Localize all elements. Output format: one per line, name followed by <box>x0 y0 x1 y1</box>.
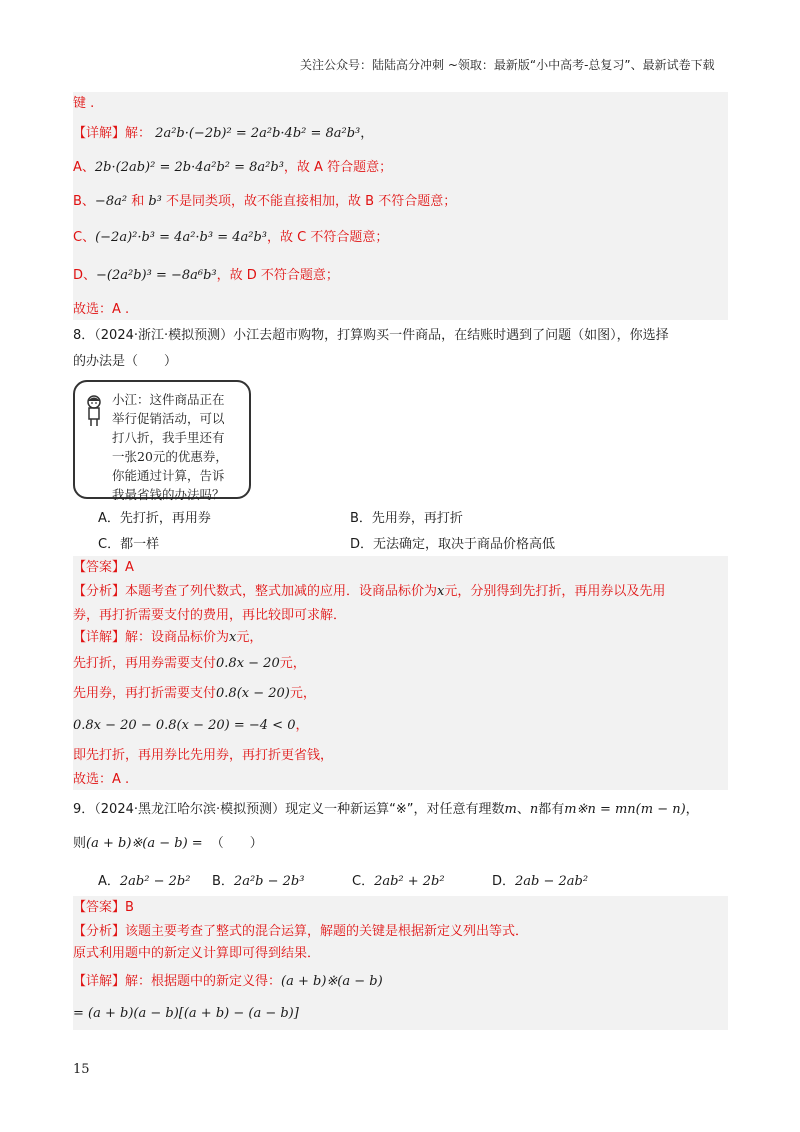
option-math: 2ab − 2ab² <box>515 874 589 889</box>
analysis-text: 【分析】本题考查了列代数式，整式加减的应用．设商品标价为 <box>73 584 438 599</box>
q9-option-d <box>492 870 588 889</box>
q8-analysis-line2: 券，再打折需要支付的费用，再比较即可求解． <box>73 608 347 623</box>
option-label: D、 <box>73 268 97 283</box>
q9-option-c <box>352 870 445 889</box>
detail-text: 先用券，再打折需要支付 <box>73 686 217 701</box>
child-figure-icon <box>83 394 105 428</box>
option-label: C． <box>352 874 375 889</box>
stem-text-3: ， <box>685 802 699 817</box>
option-math-2: b³ <box>148 194 162 209</box>
stem-definition: m※n = mn(m − n) <box>564 802 686 817</box>
page-header: 关注公众号：陆陆高分冲刺 ~领取：最新版“小中高考-总复习”、最新试卷下载 <box>300 58 715 72</box>
q7-option-d <box>73 266 339 286</box>
option-text: ，故 A 符合题意； <box>283 160 393 175</box>
bubble-line: 小江：这件商品正在 <box>112 392 225 407</box>
analysis-text-2: 元，分别得到先打折，再用券以及先用 <box>444 584 666 599</box>
q9-option-b <box>212 870 304 889</box>
option-label: A． <box>98 874 120 889</box>
option-text-2: 不是同类项，故不能直接相加，故 B 不符合题意； <box>161 194 457 209</box>
stem-text-2: （ ） <box>210 836 263 851</box>
option-math: 2ab² + 2b² <box>374 874 445 889</box>
q8-option-b: B．先用券，再打折 <box>350 511 463 526</box>
option-math: −(2a²b)³ = −8a⁶b³ <box>96 268 217 283</box>
option-math: 2ab² − 2b² <box>119 874 191 889</box>
option-math: 2a²b − 2b³ <box>233 874 305 889</box>
stem-var-m: m <box>504 802 517 817</box>
detail-prefix: 解： <box>125 126 152 141</box>
option-math: 2b·(2ab)² = 2b·4a²b² = 8a²b³ <box>94 160 284 175</box>
q9-stem-line1 <box>73 800 699 820</box>
bubble-text <box>112 390 246 504</box>
stem-text-2: 都有 <box>538 802 565 817</box>
stem-text: 9．（2024·黑龙江哈尔滨·模拟预测）现定义一种新运算“※”，对任意有理数 <box>73 802 505 817</box>
q9-stem-line2 <box>73 834 263 854</box>
q8-choose: 故选：A . <box>73 772 130 787</box>
q7-option-b <box>73 192 456 212</box>
q9-analysis-line2: 原式利用题中的新定义计算即可得到结果． <box>73 946 321 961</box>
q9-analysis-line1: 【分析】该题主要考查了整式的混合运算，解题的关键是根据新定义列出等式． <box>73 924 529 939</box>
option-label: A、 <box>73 160 95 175</box>
option-label: D． <box>492 874 516 889</box>
q9-answer: 【答案】B <box>73 900 134 915</box>
detail-math: 0.8(x − 20) <box>216 686 290 701</box>
detail-suffix: ， <box>360 126 374 141</box>
detail-text: 先打折，再用券需要支付 <box>73 656 217 671</box>
bubble-line: 我最省钱的办法吗？ <box>112 487 225 502</box>
option-text: ，故 C 不符合题意； <box>267 230 389 245</box>
page-number: 15 <box>73 1062 90 1077</box>
detail-math: 0.8x − 20 <box>216 656 280 671</box>
q8-analysis-line1 <box>73 582 665 602</box>
q7-line0: 键 . <box>73 96 95 111</box>
detail-text: 解：设商品标价为 <box>125 630 230 645</box>
q8-stem-line2: 的办法是（ ） <box>73 354 178 369</box>
detail-label: 【详解】 <box>73 974 126 989</box>
stem-sep: 、 <box>516 802 530 817</box>
q8-answer: 【答案】A <box>73 560 134 575</box>
stem-var-n: n <box>529 802 539 817</box>
option-label: B． <box>212 874 234 889</box>
q8-option-c: C．都一样 <box>98 537 160 552</box>
detail-text-2: 元， <box>236 630 263 645</box>
q8-detail-line2 <box>73 654 306 674</box>
option-label: C、 <box>73 230 96 245</box>
stem-math: (a + b)※(a − b) = <box>86 836 203 851</box>
option-label: B、 <box>73 194 95 209</box>
detail-text-2: 元， <box>279 656 306 671</box>
q8-detail-line4 <box>73 716 308 736</box>
detail-var: x <box>229 630 237 645</box>
option-text: 和 <box>127 194 149 209</box>
option-math: (−2a)²·b³ = 4a²·b³ = 4a²b³ <box>95 230 267 245</box>
q9-detail-line2 <box>73 1004 299 1024</box>
detail-text-2: 元， <box>289 686 316 701</box>
q8-stem-line1: 8．（2024·浙江·模拟预测）小江去超市购物，打算购买一件商品，在结账时遇到了问题（如图），你选择 <box>73 328 669 343</box>
stem-text: 则 <box>73 836 87 851</box>
detail-math: 0.8x − 20 − 0.8(x − 20) = −4 < 0 <box>73 718 296 733</box>
q7-option-c <box>73 228 388 248</box>
bubble-line: 举行促销活动，可以 <box>112 411 225 426</box>
q9-option-a <box>98 870 190 889</box>
q8-detail-line3 <box>73 684 316 704</box>
q8-detail-line1 <box>73 628 262 648</box>
detail-text: 解：根据题中的新定义得： <box>125 974 282 989</box>
speech-bubble-figure <box>73 380 251 502</box>
q8-option-a: A．先打折，再用券 <box>98 511 211 526</box>
q9-detail-line1 <box>73 972 383 992</box>
detail-math: (a + b)※(a − b) <box>281 974 383 989</box>
bubble-line: 你能通过计算，告诉 <box>112 468 225 483</box>
q7-option-a <box>73 158 392 178</box>
analysis-var: x <box>437 584 445 599</box>
option-math: −8a² <box>94 194 128 209</box>
q8-option-d: D．无法确定，取决于商品价格高低 <box>350 537 556 552</box>
detail-label: 【详解】 <box>73 126 126 141</box>
option-text: ，故 D 不符合题意； <box>216 268 339 283</box>
q8-detail-line5: 即先打折，再用券比先用券，再打折更省钱， <box>73 748 334 763</box>
detail-math: = (a + b)(a − b)[(a + b) − (a − b)] <box>73 1006 299 1021</box>
detail-label: 【详解】 <box>73 630 126 645</box>
bubble-line: 一张20元的优惠券， <box>112 449 228 464</box>
detail-text: ， <box>295 718 309 733</box>
q7-choose: 故选：A . <box>73 302 130 317</box>
bubble-line: 打八折，我手里还有 <box>112 430 225 445</box>
detail-math: 2a²b·(−2b)² = 2a²b·4b² = 8a²b³ <box>155 126 361 141</box>
q7-detail-line <box>73 124 373 144</box>
